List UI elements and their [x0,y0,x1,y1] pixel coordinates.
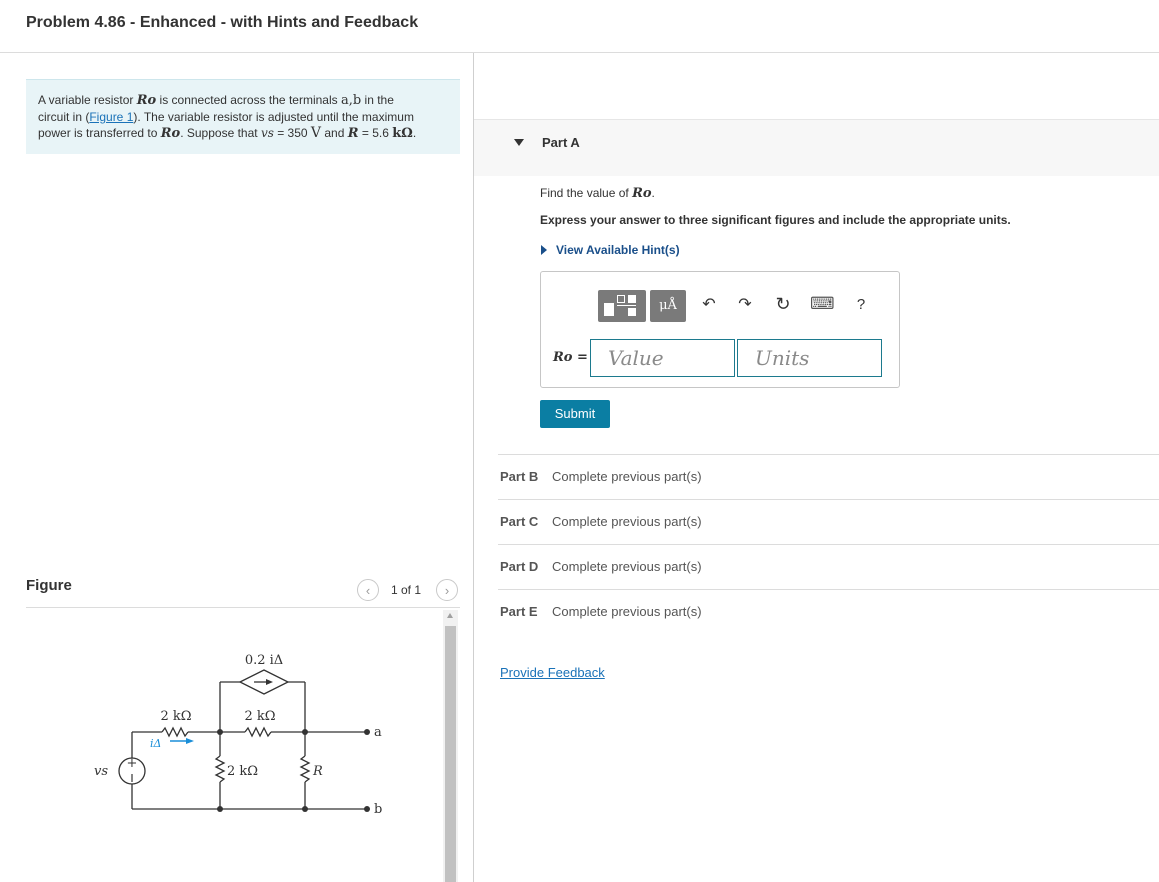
provide-feedback-link[interactable]: Provide Feedback [500,665,605,680]
problem-text: = 5.6 [358,126,393,140]
figure-link[interactable]: Figure 1 [89,110,134,124]
problem-text: ). The variable resistor is adjusted until the maximum [133,110,414,124]
answer-instructions: Express your answer to three significant figures and include the appropriate units. [540,213,1011,227]
part-divider [498,544,1159,545]
r3-label: 2 kΩ [227,764,259,779]
part-divider [498,589,1159,590]
terminal-b-label: b [374,802,383,817]
figure-pager-text: 1 of 1 [391,583,422,597]
problem-text: = 350 [273,126,311,140]
variable-r: R [347,126,359,141]
problem-text: in the [361,93,394,107]
figure-next-button[interactable]: › [436,579,458,601]
variable-ro: Ro [160,126,181,141]
page-title: Problem 4.86 - Enhanced - with Hints and Feedback [26,14,419,31]
value-input[interactable]: Value [590,339,735,377]
template-fraction-bar-icon [617,305,636,306]
part-c-status: Complete previous part(s) [552,514,702,529]
collapse-caret-icon[interactable] [514,139,524,146]
problem-text: and [321,126,348,140]
figure-prev-button[interactable]: ‹ [357,579,379,601]
question-text: Find the value of [540,186,633,200]
view-hints-link[interactable]: View Available Hint(s) [556,243,680,257]
source-plus-sign: + [126,756,138,771]
undo-icon[interactable]: ↶ [702,296,716,313]
unit-volts: V [310,125,322,141]
circuit-diagram [80,640,400,830]
part-d-label: Part D [500,559,539,574]
r1-label: 2 kΩ [160,709,192,724]
units-input[interactable]: Units [737,339,882,377]
terminal-a-label: a [374,725,382,740]
problem-text: circuit in ( [38,110,90,124]
unit-kohm: kΩ [392,126,413,141]
figure-scroll-thumb[interactable] [445,626,456,882]
problem-text: . [412,126,417,140]
part-divider [498,499,1159,500]
template-block-icon [628,295,636,303]
template-block-icon [604,303,614,316]
node-dot [302,806,308,812]
keyboard-icon[interactable]: ⌨ [810,294,835,313]
terminal-b-dot [364,806,370,812]
terminal-a-dot [364,729,370,735]
r2-label: 2 kΩ [244,709,276,724]
problem-text: . Suppose that [180,126,261,140]
terminals-ab: a,b [340,93,362,108]
reset-icon[interactable]: ↻ [775,294,791,314]
template-box-icon [617,295,625,303]
part-a-question [540,186,655,201]
help-icon[interactable]: ? [856,296,866,313]
variable-ro: Ro [632,186,652,201]
scroll-up-arrow-icon[interactable] [447,613,453,618]
r-load-label: R [313,764,323,779]
node-dot [302,729,308,735]
node-dot [217,729,223,735]
header-divider [0,52,1159,53]
current-arrowhead [186,738,194,744]
variable-vs: vs [260,126,274,140]
problem-text: power is transferred to [38,126,161,140]
redo-icon[interactable]: ↷ [738,296,752,313]
node-dot [217,806,223,812]
expand-caret-icon[interactable] [541,245,547,255]
question-text: . [651,186,655,200]
variable-ro: Ro [136,93,157,108]
figure-divider [26,607,460,608]
template-block-icon [628,308,636,316]
dep-source-arrowhead [266,679,273,685]
answer-label-text: Ro = [553,350,588,365]
problem-statement [38,92,452,142]
dep-source-label: 0.2 iΔ [244,653,284,668]
part-e-label: Part E [500,604,538,619]
pane-divider [473,53,474,882]
source-label: vs [94,764,109,779]
part-divider [498,454,1159,455]
part-a-title[interactable]: Part A [542,135,580,150]
figure-heading: Figure [26,577,72,594]
part-c-label: Part C [500,514,539,529]
part-e-status: Complete previous part(s) [552,604,702,619]
problem-text: is connected across the terminals [156,93,341,107]
problem-text: A variable resistor [38,93,137,107]
current-label: iΔ [150,737,162,750]
part-d-status: Complete previous part(s) [552,559,702,574]
units-symbols-button[interactable]: μÅ [650,290,686,322]
templates-button[interactable] [598,290,646,322]
answer-label [553,349,588,365]
part-b-label: Part B [500,469,539,484]
part-b-status: Complete previous part(s) [552,469,702,484]
submit-button[interactable]: Submit [540,400,610,428]
